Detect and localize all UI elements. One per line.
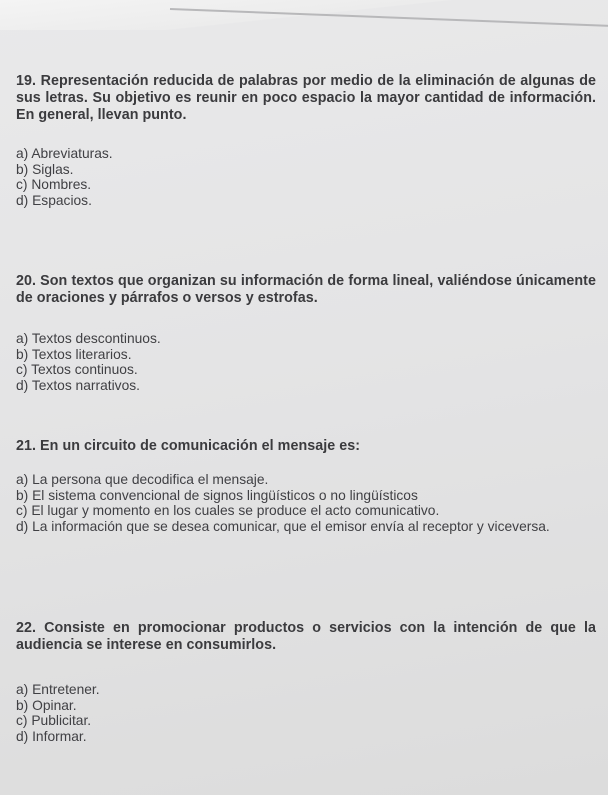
option-a[interactable]: a) Entretener. <box>16 682 100 697</box>
option-c[interactable]: c) Publicitar. <box>16 713 92 728</box>
question-22 <box>16 620 596 744</box>
question-text: 20. Son textos que organizan su información de forma lineal, valiéndose únicamente de oraciones y párrafos o versos y estrofas. <box>16 273 596 306</box>
question-20 <box>16 273 596 393</box>
option-b[interactable]: b) Siglas. <box>16 161 74 177</box>
question-19 <box>16 73 596 208</box>
option-a[interactable]: a) La persona que decodifica el mensaje. <box>16 472 269 487</box>
option-c[interactable]: c) Textos continuos. <box>16 362 138 377</box>
option-a[interactable]: a) Abreviaturas. <box>16 146 113 161</box>
options-list <box>16 472 596 534</box>
question-text: 19. Representación reducida de palabras por medio de la eliminación de algunas de sus letras. Su objetivo es reunir en poco espacio la mayor cantidad de información. En general, llevan punto. <box>16 73 596 123</box>
option-d[interactable]: d) Informar. <box>16 728 87 744</box>
option-b[interactable]: b) El sistema convencional de signos lingüísticos o no lingüísticos <box>16 487 418 503</box>
option-c[interactable]: c) El lugar y momento en los cuales se produce el acto comunicativo. <box>16 503 440 518</box>
options-list <box>16 146 596 208</box>
option-d[interactable]: d) La información que se desea comunicar, que el emisor envía al receptor y viceversa. <box>16 518 550 534</box>
question-text: 21. En un circuito de comunicación el mensaje es: <box>16 438 361 454</box>
question-text: 22. Consiste en promocionar productos o servicios con la intención de que la audiencia se interese en consumirlos. <box>16 620 596 653</box>
option-a[interactable]: a) Textos descontinuos. <box>16 331 161 346</box>
options-list <box>16 682 596 744</box>
question-21 <box>16 438 596 534</box>
option-c[interactable]: c) Nombres. <box>16 177 92 192</box>
option-d[interactable]: d) Textos narrativos. <box>16 377 140 393</box>
options-list <box>16 331 596 393</box>
option-d[interactable]: d) Espacios. <box>16 192 92 208</box>
option-b[interactable]: b) Textos literarios. <box>16 346 132 362</box>
option-b[interactable]: b) Opinar. <box>16 697 77 713</box>
